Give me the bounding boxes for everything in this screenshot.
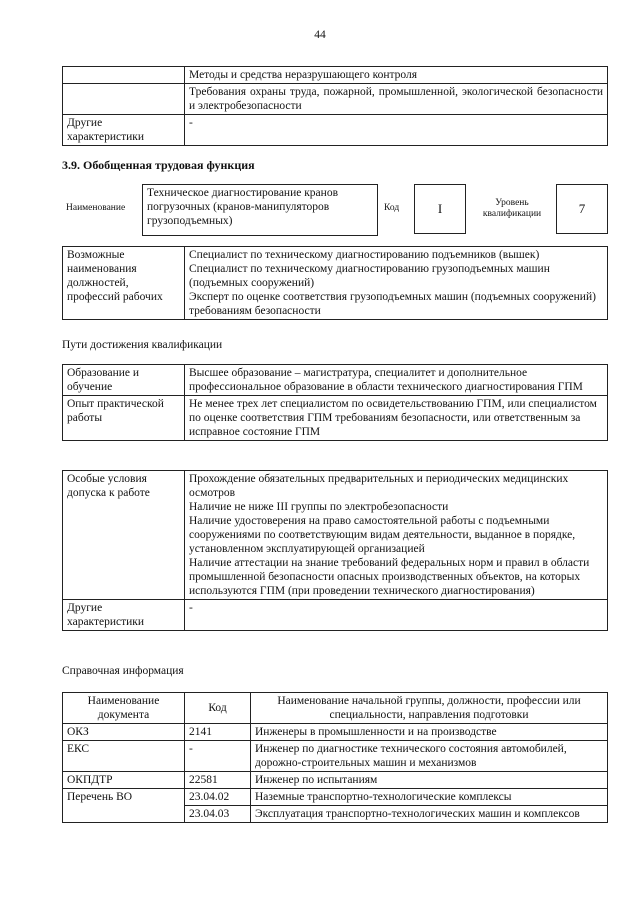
cell-doc: ОКЗ xyxy=(63,724,185,741)
code-value: I xyxy=(414,184,466,234)
other-value: - xyxy=(185,600,608,631)
list-item: Наличие аттестации на знание требований федеральных норм и правил в области промышленной безопасности опасных производственных объектов, на которых используются ГПМ (при проведении технического диагностирования) xyxy=(189,557,590,597)
row-label: Другие характеристики xyxy=(63,115,185,146)
list-item: Наличие удостоверения на право самостоятельной работы с подъемными сооружениями по соответствующим видам деятельности, выданное в порядке, установленном эксплуатирующей организацией xyxy=(189,515,576,555)
code-label: Код xyxy=(384,203,400,213)
cell-name: Наземные транспортно-технологические комплексы xyxy=(251,789,608,806)
cell-name: Инженеры в промышленности и на производстве xyxy=(251,724,608,741)
cell-code: - xyxy=(185,741,251,772)
table-row xyxy=(63,365,608,396)
header-name: Наименование начальной группы, должности, профессии или специальности, направления подготовки xyxy=(251,693,608,724)
row-label: Опыт практической работы xyxy=(63,396,185,441)
cell-doc: ЕКС xyxy=(63,741,185,772)
row-value: Методы и средства неразрушающего контроля xyxy=(185,67,608,84)
cell-doc: ОКПДТР xyxy=(63,772,185,789)
table-row xyxy=(63,67,608,84)
positions-table xyxy=(62,246,608,320)
cell-name: Инженер по диагностике технического состояния автомобилей, дорожно-строительных машин и механизмов xyxy=(251,741,608,772)
conditions-label: Особые условия допуска к работе xyxy=(63,471,185,600)
cell-code: 22581 xyxy=(185,772,251,789)
row-value: Высшее образование – магистратура, специалитет и дополнительное профессиональное образование в области технического диагностирования ГПМ xyxy=(185,365,608,396)
row-value: Не менее трех лет специалистом по освидетельствованию ГПМ, или специалистом по оценке соответствия ГПМ требованиям безопасности, или ответственным за исправное состояние ГПМ xyxy=(185,396,608,441)
table-row xyxy=(63,772,608,789)
page-number: 44 xyxy=(314,29,326,41)
list-item: Эксперт по оценке соответствия грузоподъемных машин (подъемных сооружений) требованиям безопасности xyxy=(189,291,596,317)
conditions-list xyxy=(185,471,608,600)
cell-name: Эксплуатация транспортно-технологических машин и комплексов xyxy=(251,806,608,823)
table-row xyxy=(63,247,608,320)
positions-list xyxy=(185,247,608,320)
cell-name: Инженер по испытаниям xyxy=(251,772,608,789)
table-row xyxy=(63,84,608,115)
row-label: Образование и обучение xyxy=(63,365,185,396)
top-table xyxy=(62,66,608,146)
cell-doc: Перечень ВО xyxy=(63,789,185,806)
table-row xyxy=(63,396,608,441)
list-item: Наличие не ниже III группы по электробезопасности xyxy=(189,501,449,513)
reference-table xyxy=(62,692,608,823)
other-label: Другие характеристики xyxy=(63,600,185,631)
paths-title: Пути достижения квалификации xyxy=(62,339,223,351)
paths-table xyxy=(62,364,608,441)
reference-title: Справочная информация xyxy=(62,665,184,677)
table-row xyxy=(63,600,608,631)
level-label: Уровень квалификации xyxy=(482,198,542,219)
table-row xyxy=(63,741,608,772)
row-value: - xyxy=(185,115,608,146)
name-label: Наименование xyxy=(66,203,126,213)
list-item: Прохождение обязательных предварительных и периодических медицинских осмотров xyxy=(189,473,569,499)
header-doc: Наименование документа xyxy=(63,693,185,724)
cell-code: 23.04.03 xyxy=(185,806,251,823)
table-row xyxy=(63,471,608,600)
level-value: 7 xyxy=(556,184,608,234)
positions-label: Возможные наименования должностей, профессий рабочих xyxy=(63,247,185,320)
table-row xyxy=(63,789,608,806)
cell-code: 23.04.02 xyxy=(185,789,251,806)
cell-doc xyxy=(63,806,185,823)
list-item: Специалист по техническому диагностированию грузоподъемных машин (подъемных сооружений) xyxy=(189,263,550,289)
table-header-row xyxy=(63,693,608,724)
name-value: Техническое диагностирование кранов погрузочных (кранов-манипуляторов грузоподъемных) xyxy=(142,184,378,236)
row-label xyxy=(63,67,185,84)
list-item: Специалист по техническому диагностированию подъемников (вышек) xyxy=(189,249,540,261)
section-title: 3.9. Обобщенная трудовая функция xyxy=(62,158,255,172)
header-code: Код xyxy=(185,693,251,724)
row-label xyxy=(63,84,185,115)
table-row xyxy=(63,115,608,146)
table-row xyxy=(63,724,608,741)
table-row xyxy=(63,806,608,823)
cell-code: 2141 xyxy=(185,724,251,741)
row-value: Требования охраны труда, пожарной, промышленной, экологической безопасности и электробезопасности xyxy=(185,84,608,115)
conditions-table xyxy=(62,470,608,631)
